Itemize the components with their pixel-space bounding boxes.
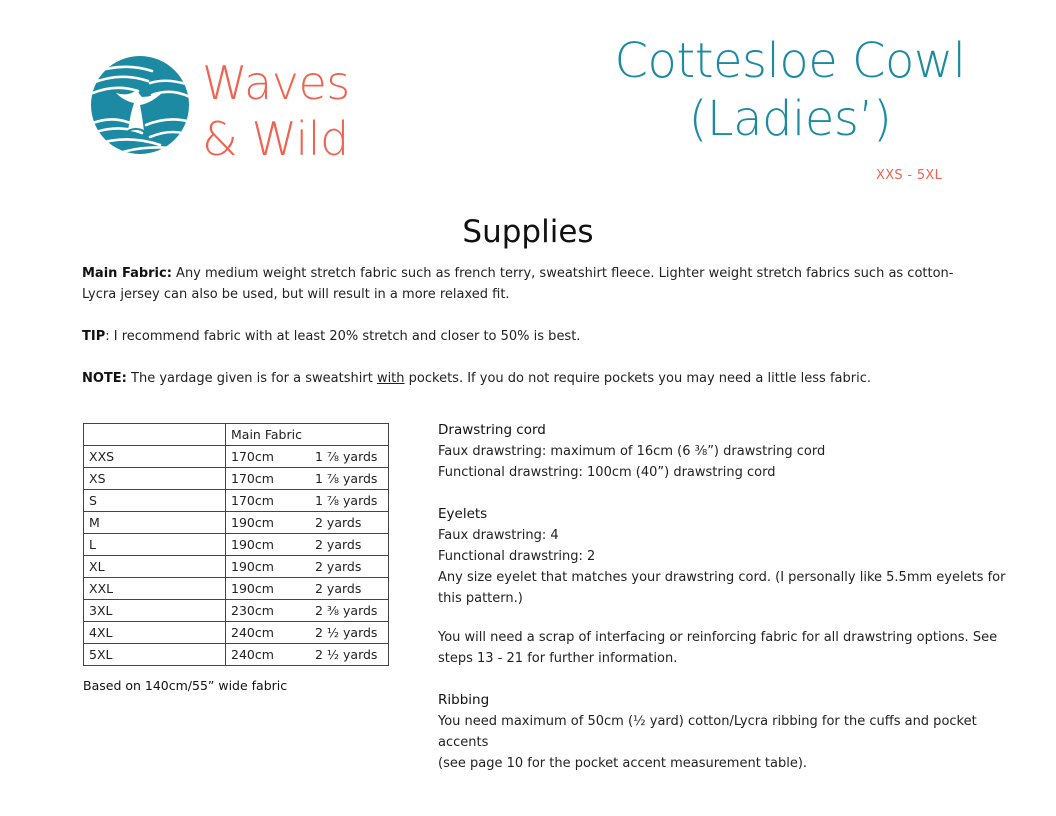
- row-fabric: [226, 468, 389, 490]
- row-cm: 170cm: [231, 471, 274, 486]
- row-cm: 190cm: [231, 515, 274, 530]
- row-size: M: [84, 512, 226, 534]
- row-size: XS: [84, 468, 226, 490]
- note-label: NOTE:: [82, 371, 127, 386]
- drawstring-section: [438, 420, 1018, 483]
- row-yards: 2 yards: [315, 581, 362, 596]
- note-text-after: pockets. If you do not require pockets you may need a little less fabric.: [404, 371, 871, 386]
- row-yards: 1 ⅞ yards: [315, 493, 378, 508]
- main-fabric-text: Any medium weight stretch fabric such as french terry, sweatshirt fleece. Lighter weight stretch fabrics such as cotton-Lycra jersey can also be used, but will result in a more relaxed fit.: [82, 266, 954, 302]
- ribbing-section: [438, 690, 1018, 774]
- table-row: [84, 578, 389, 600]
- row-size: 4XL: [84, 622, 226, 644]
- ribbing-heading: Ribbing: [438, 692, 490, 708]
- row-yards: 2 yards: [315, 559, 362, 574]
- section-heading: Supplies: [462, 214, 594, 250]
- row-yards: 1 ⅞ yards: [315, 449, 378, 464]
- row-yards: 2 ½ yards: [315, 647, 378, 662]
- drawstring-line1: Faux drawstring: maximum of 16cm (6 ⅜”) drawstring cord: [438, 444, 826, 459]
- table-header-row: [84, 424, 389, 446]
- ribbing-line1: You need maximum of 50cm (½ yard) cotton/Lycra ribbing for the cuffs and pocket accents: [438, 714, 977, 750]
- brand-name: [202, 55, 350, 167]
- interfacing-section: [438, 627, 1018, 669]
- table-row: [84, 468, 389, 490]
- row-cm: 240cm: [231, 625, 274, 640]
- table-row: [84, 534, 389, 556]
- row-cm: 170cm: [231, 449, 274, 464]
- pattern-title-block: [560, 32, 1020, 148]
- row-size: XL: [84, 556, 226, 578]
- table-header-fabric: Main Fabric: [226, 424, 389, 446]
- table-row: [84, 622, 389, 644]
- interfacing-text: You will need a scrap of interfacing or reinforcing fabric for all drawstring options. See steps 13 - 21 for further information.: [438, 630, 998, 666]
- row-fabric: [226, 490, 389, 512]
- size-range: XXS - 5XL: [876, 168, 943, 183]
- eyelets-heading: Eyelets: [438, 506, 488, 522]
- row-cm: 190cm: [231, 559, 274, 574]
- eyelets-line3: Any size eyelet that matches your drawstring cord. (I personally like 5.5mm eyelets for this pattern.): [438, 570, 1006, 606]
- yardage-table: [83, 423, 389, 666]
- note-text-before: The yardage given is for a sweatshirt: [126, 371, 377, 386]
- table-row: [84, 644, 389, 666]
- brand-name-line1: Waves: [202, 56, 350, 110]
- row-size: 5XL: [84, 644, 226, 666]
- table-row: [84, 446, 389, 468]
- table-header-size: [84, 424, 226, 446]
- row-fabric: [226, 512, 389, 534]
- row-fabric: [226, 556, 389, 578]
- main-fabric-paragraph: [82, 263, 982, 305]
- row-cm: 230cm: [231, 603, 274, 618]
- row-size: L: [84, 534, 226, 556]
- table-row: [84, 600, 389, 622]
- table-footnote: Based on 140cm/55” wide fabric: [83, 678, 288, 693]
- eyelets-section: [438, 504, 1018, 609]
- brand-logo: [90, 53, 350, 166]
- note-underlined: with: [376, 371, 405, 386]
- row-yards: 1 ⅞ yards: [315, 471, 378, 486]
- row-cm: 190cm: [231, 581, 274, 596]
- row-cm: 190cm: [231, 537, 274, 552]
- row-yards: 2 ½ yards: [315, 625, 378, 640]
- tip-label: TIP: [82, 329, 106, 344]
- pattern-title: [560, 32, 1020, 148]
- note-paragraph: [82, 368, 982, 389]
- pattern-title-line2: (Ladies’): [688, 91, 892, 147]
- row-fabric: [226, 600, 389, 622]
- eyelets-line1: Faux drawstring: 4: [438, 528, 559, 543]
- whale-tail-waves-icon: [90, 53, 190, 157]
- table-row: [84, 512, 389, 534]
- row-fabric: [226, 446, 389, 468]
- drawstring-line2: Functional drawstring: 100cm (40”) drawstring cord: [438, 465, 776, 480]
- brand-name-line2: & Wild: [202, 112, 349, 166]
- pattern-title-line1: Cottesloe Cowl: [614, 33, 966, 89]
- row-yards: 2 yards: [315, 515, 362, 530]
- table-row: [84, 490, 389, 512]
- row-yards: 2 ⅜ yards: [315, 603, 378, 618]
- row-cm: 170cm: [231, 493, 274, 508]
- row-cm: 240cm: [231, 647, 274, 662]
- drawstring-heading: Drawstring cord: [438, 422, 546, 438]
- tip-paragraph: [82, 326, 982, 347]
- row-yards: 2 yards: [315, 537, 362, 552]
- row-size: 3XL: [84, 600, 226, 622]
- row-fabric: [226, 644, 389, 666]
- row-fabric: [226, 622, 389, 644]
- tip-text: : I recommend fabric with at least 20% stretch and closer to 50% is best.: [105, 329, 581, 344]
- ribbing-line2: (see page 10 for the pocket accent measurement table).: [438, 756, 808, 771]
- row-size: XXL: [84, 578, 226, 600]
- row-size: S: [84, 490, 226, 512]
- eyelets-line2: Functional drawstring: 2: [438, 549, 596, 564]
- row-fabric: [226, 578, 389, 600]
- table-row: [84, 556, 389, 578]
- row-size: XXS: [84, 446, 226, 468]
- main-fabric-label: Main Fabric:: [82, 266, 172, 281]
- row-fabric: [226, 534, 389, 556]
